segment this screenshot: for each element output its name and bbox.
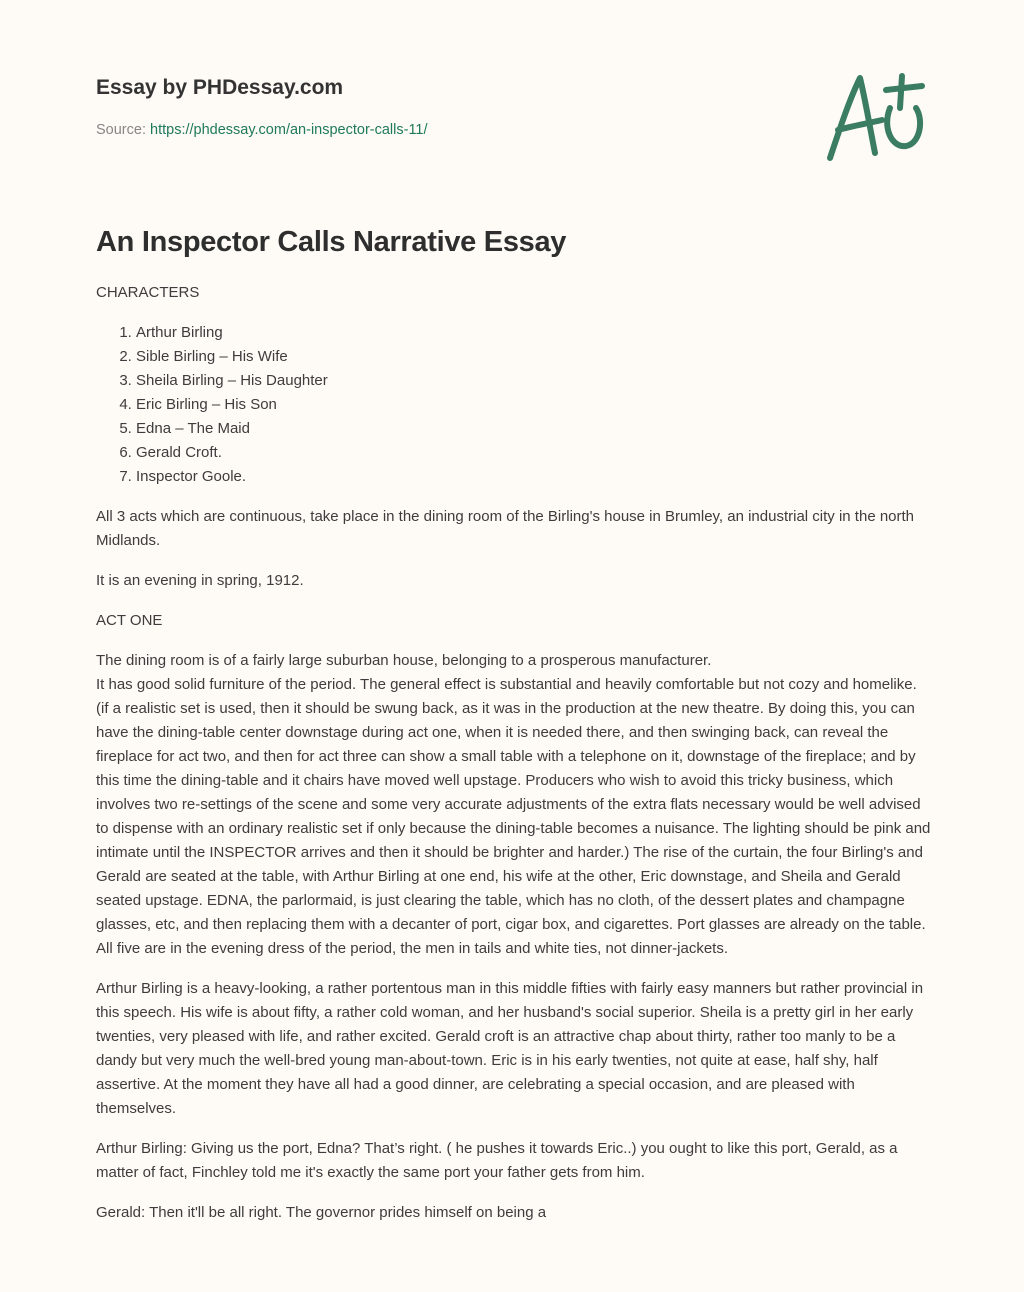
essay-article	[96, 226, 932, 1225]
essay-title: An Inspector Calls Narrative Essay	[96, 226, 567, 258]
page-header	[96, 76, 428, 138]
list-item: 1. Arthur Birling	[136, 321, 932, 345]
source-line	[96, 122, 428, 138]
list-item: 2. Sible Birling – His Wife	[136, 345, 932, 369]
setting-paragraph: All 3 acts which are continuous, take place in the dining room of the Birling's house in Brumley, an industrial city in the north Midlands.	[96, 508, 915, 549]
list-item: 7. Inspector Goole.	[136, 465, 932, 489]
dining-room-description: It has good solid furniture of the period. The general effect is substantial and heavily comfortable but not cozy and homelike. (if a realistic set is used, then it should be swung back, as it was in the production at the new theatre. By doing this, you can have the dining-table center downstage during act one, when it is needed there, and then swinging back, can reveal the fireplace for act two, and then for act three can show a small table with a telephone on it, downstage of the fireplace; and by this time the dining-table and it chairs have moved well upstage. Producers who wish to avoid this tricky business, which involves two re-settings of the scene and some very accurate adjustments of the extra flats necessary would be well advised to dispense with an ordinary realistic set if only because the dining-table becomes a nuisance. The lighting should be pink and intimate until the INSPECTOR arrives and then it should be brighter and harder.) The rise of the curtain, the four Birling's and Gerald are seated at the table, with Arthur Birling at one end, his wife at the other, Eric downstage, and Sheila and Gerald seated upstage. EDNA, the parlormaid, is just clearing the table, which has no cloth, of the dessert plates and champagne glasses, etc, and then replacing them with a decanter of port, cigar box, and cigarettes. Port glasses are already on the table. All five are in the evening dress of the period, the men in tails and white ties, not dinner-jackets.	[96, 676, 931, 957]
a-plus-logo-icon	[820, 68, 930, 168]
list-item: 5. Edna – The Maid	[136, 417, 932, 441]
source-link[interactable]: https://phdessay.com/an-inspector-calls-11/	[150, 122, 428, 138]
list-item: 4. Eric Birling – His Son	[136, 393, 932, 417]
site-brand: Essay by PHDessay.com	[96, 76, 344, 99]
list-item: 6. Gerald Croft.	[136, 441, 932, 465]
characters-description-paragraph: Arthur Birling is a heavy-looking, a rather portentous man in this middle fifties with fairly easy manners but rather provincial in this speech. His wife is about fifty, a rather cold woman, and her husband's social superior. Sheila is a pretty girl in her early twenties, very pleased with life, and rather excited. Gerald croft is an attractive chap about thirty, rather too manly to be a dandy but very much the well-bred young man-about-town. Eric is in his early twenties, not quite at ease, half shy, half assertive. At the moment they have all had a good dinner, are celebrating a special occasion, and are pleased with themselves.	[96, 980, 924, 1117]
source-label: Source:	[96, 122, 146, 138]
list-item: 3. Sheila Birling – His Daughter	[136, 369, 932, 393]
characters-heading: CHARACTERS	[96, 284, 200, 301]
act-heading: ACT ONE	[96, 612, 163, 629]
dining-room-intro: The dining room is of a fairly large suburban house, belonging to a prosperous manufacturer.	[96, 652, 712, 669]
characters-list	[96, 321, 932, 489]
gerald-dialogue-paragraph: Gerald: Then it'll be all right. The governor prides himself on being a	[96, 1204, 547, 1221]
arthur-dialogue-paragraph: Arthur Birling: Giving us the port, Edna? That’s right. ( he pushes it towards Eric..) you ought to like this port, Gerald, as a matter of fact, Finchley told me it's exactly the same port your father gets from him.	[96, 1140, 898, 1181]
time-paragraph: It is an evening in spring, 1912.	[96, 572, 304, 589]
dining-room-paragraph	[96, 649, 932, 961]
